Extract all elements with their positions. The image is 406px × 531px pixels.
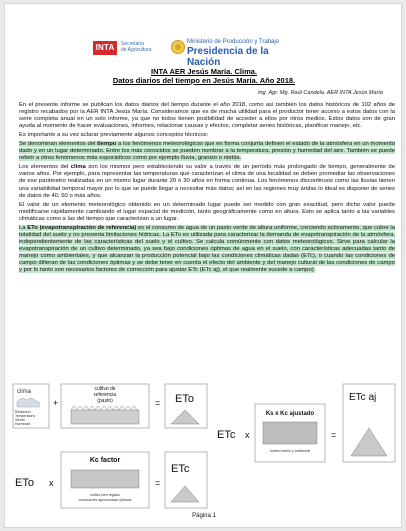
paragraph-eto [19,225,395,274]
eto-text-c: es el consumo de agua de un pasto verde de altura uniforme, creciendo activamente, que cubre la totalidad del suelo y no presenta limitaciones hídricas. La ETo es utilizada para caracterizar la demanda de evapotranspiración de la atmósfera, independientemente de las características del suelo y el cultivo. Se calcula comúnmente con datos meteorológicos. Sirve para calcular la evapotranspiración de un cultivo determinado, ya sea bajo condiciones óptimas de agua en el suelo, con características adecuadas tanto de manejo como ambientales, y que alcanzan la producción potencial bajo las condiciones climáticas dadas (ETc), o cuando las condiciones de campo difieran de las condiciones óptimas y se debe tener en cuenta el efecto del ambiente y del manejo cultural de las condiciones de campo y por lo tanto son necesarios factores de corrección para ajustar ETc (ETc aj), el que realmente sucede a campo). [19,224,395,274]
title-line2: Datos diarios del tiempo en Jesús María. Año 2018. [112,76,296,85]
presidencia-line: Presidencia de la Nación [187,46,269,68]
plus-sign: + [53,398,59,408]
document-title [5,67,403,86]
body-text [19,102,395,276]
header-logos [5,38,403,68]
paragraph-concepts: Es importante a su vez aclarar previamente algunos conceptos técnicos: [19,132,209,139]
paragraph-medicion: El valor de un elemento meteorológico obtenido en un determinado lugar puede ser medido con gran exactitud, pero dicho valor puede modificarse rápidamente cambiando el lugar espacial de medición, tanto geográficamente como en altura. Esto se aplica tanto a las variables climáticas como a las del tiempo que caracterizan a un lugar. [19,201,395,222]
times-sign-1: x [49,478,54,488]
eto-label-top: ETo [175,393,194,405]
cultivo-ref-3: (pasto) [97,398,113,404]
equals-sign-3: = [331,430,337,440]
eto-keyword: ETo (evapotranspiración de referencia) [27,224,137,231]
cultivo-caption-1: cultivo bien regado [90,493,120,497]
secretaria-line2: de Agricultura [121,47,152,53]
clima-var-3: Humedad [15,422,31,426]
etc-aj-label: ETc aj [349,392,377,403]
clima-keyword: clima [70,164,86,171]
clima-label: clima [17,389,32,395]
etc-label-bottom: ETc [171,463,190,475]
secretaria-text [121,41,163,53]
clima-var-2: Viento [15,418,25,422]
sun-emblem-icon [171,40,185,54]
paragraph-clima [19,164,395,199]
cultivo-caption-2: condiciones agronómicas óptimas [78,498,132,502]
evapotranspiration-diagram [5,382,403,514]
equals-sign-1: = [155,398,161,408]
title-line1: INTA AER Jesús María. Clima. [150,67,257,76]
cultivo-ref-1: cultivo de [94,386,116,392]
estres-caption: estrés hídrico y ambiental [270,449,310,453]
eto-label-bottom: ETo [15,477,34,489]
clima-text-a: Los elementos del [19,164,71,171]
inta-logo: INTA [93,41,117,55]
tiempo-keyword: tiempo [97,141,117,148]
ministerio-text [187,39,297,68]
eto-text-a: La [19,224,28,231]
cultivo-ref-2: referencia [93,392,117,398]
grass-icon [71,410,139,424]
equals-sign-2: = [155,478,161,488]
paragraph-intro: En el presente informe se publican los datos diarios del tiempo durante el año 2018, como así también los datos históricos de 102 años de registro recabados por la AER INTA Jesús María. Consideramos que es de mucha utilidad para el productor tener acceso a estos datos con la serie completa anual en un solo informe, ya que no todos tienen posibilidad de acceder a ellos por otros medios. Estos datos son de gran ayuda al momento de hacer evaluaciones, informes, relacionar causas y efectos, completar series históricas, planificar manejo, etc. [19,102,395,130]
clima-var-1: Temperatura [15,414,35,418]
author-line: Ing. Agr. Mg. Raúl Candela. AER INTA Jesús María [257,90,383,96]
stressed-crop-icon [263,422,317,444]
secretaria-line1: Secretaría [121,41,145,47]
clima-var-0: Radiación [15,410,31,414]
crop-icon [71,470,139,488]
paragraph-tiempo [19,141,395,162]
times-sign-2: x [245,430,250,440]
page-number: Página 1 [192,513,216,519]
clima-text-c: son los mismos pero estableciendo su valor a través de un período más prolongado de tiempo, generalmente de varios años. Por ejemplo, para representar las temperaturas que caracterizan el clima de una localidad se deben promediar las observaciones de ese parámetro realizadas en un mismo lugar durante 20 ó 30 años en forma continua. Los fenómenos discontinuos como las lluvias tienen una variabilidad temporal mayor por lo que se puede llegar a necesitar más datos; así en las regiones muy áridas lo ideal es disponer de series de datos de 40, 50 o más años. [19,164,395,199]
ks-kc-label: Ks x Kc ajustado [265,411,315,417]
etc-label-right: ETc [217,429,236,441]
kc-factor-label: Kc factor [89,457,121,464]
tiempo-text-c: a los fenómenos meteorológicos que en forma conjunta definen el estado de la atmósfera en un momento dado y en un lugar determinado. Entre los más conocidos se pueden nombrar a la temperatura, presión y humedad del aire. También se puede referir a otros fenómenos más esporádicos como por ejemplo lluvia, granizo o niebla. [19,141,395,162]
ministerio-line: Ministerio de Producción y Trabajo [187,39,280,45]
document-page [4,3,402,528]
tiempo-text-a: Se denominan elementos del [19,141,98,148]
